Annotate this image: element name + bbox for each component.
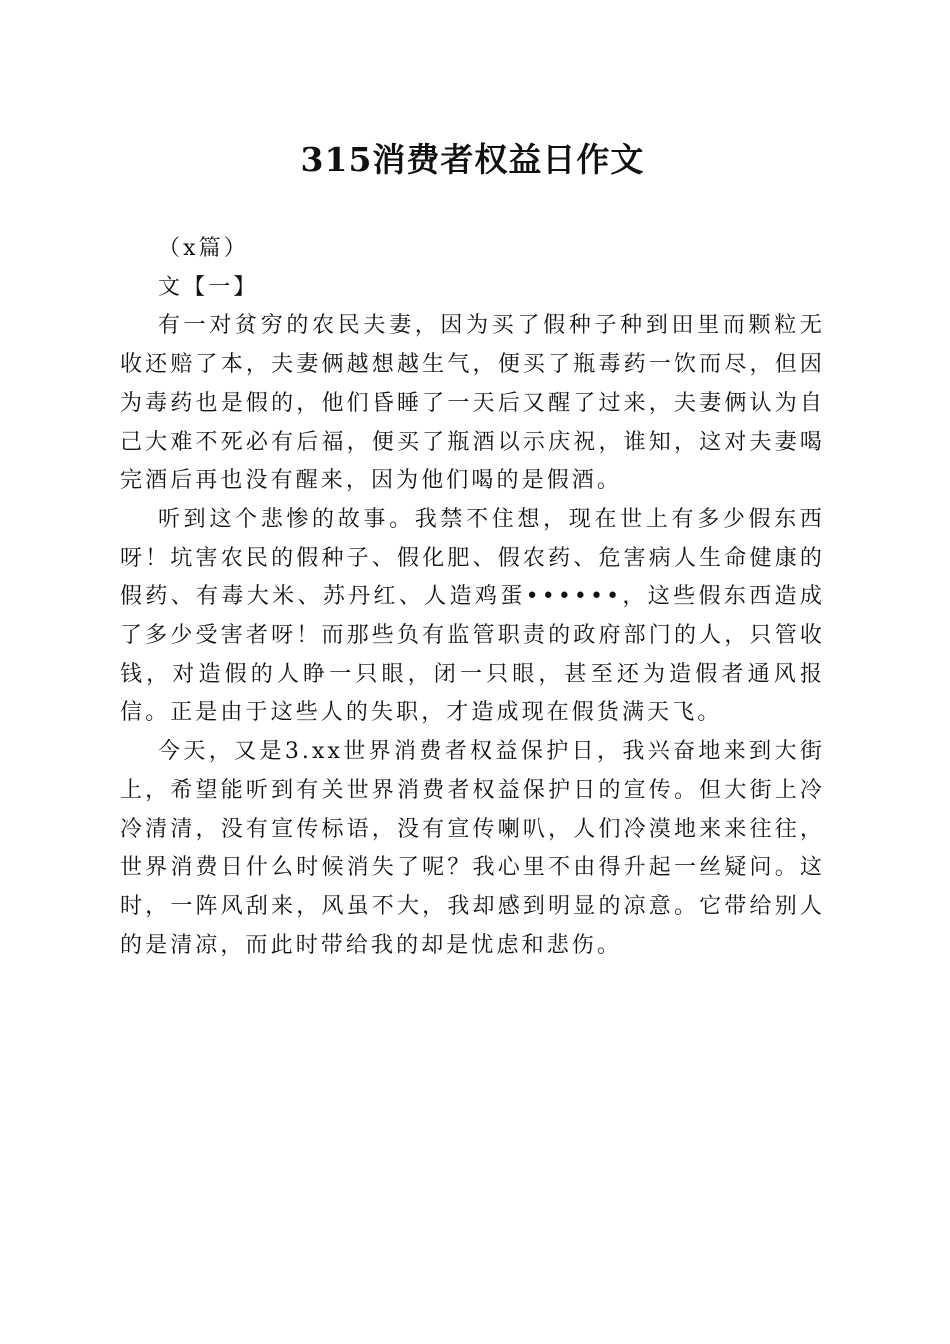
- paragraph-1: 有一对贫穷的农民夫妻，因为买了假种子种到田里而颗粒无收还赔了本，夫妻俩越想越生气，便买了瓶毒药一饮而尽，但因为毒药也是假的，他们昏睡了一天后又醒了过来，夫妻俩认为自己大难不死必有后福，便买了瓶酒以示庆祝，谁知，这对夫妻喝完酒后再也没有醒来，因为他们喝的是假酒。: [120, 313, 825, 494]
- paragraph-3: 今天，又是3.xx世界消费者权益保护日，我兴奋地来到大街上，希望能听到有关世界消费者权益保护日的宣传。但大街上冷冷清清，没有宣传标语，没有宣传喇叭，人们冷漠地来来往往，世界消费日什么时候消失了呢？我心里不由得升起一丝疑问。这时，一阵风刮来，风虽不大，我却感到明显的凉意。它带给别人的是清凉，而此时带给我的却是忧虑和悲伤。: [120, 739, 825, 958]
- document-subtitle: （x篇）: [158, 236, 249, 261]
- section-heading: 文【一】: [158, 274, 259, 300]
- paragraph-2: 听到这个悲惨的故事。我禁不住想，现在世上有多少假东西呀！坑害农民的假种子、假化肥、假农药、危害病人生命健康的假药、有毒大米、苏丹红、人造鸡蛋••••••，这些假东西造成了多少受害者呀！而那些负有监管职责的政府部门的人，只管收钱，对造假的人睁一只眼，闭一只眼，甚至还为造假者通风报信。正是由于这些人的失职，才造成现在假货满天飞。: [120, 506, 825, 726]
- document-title: 315消费者权益日作文: [300, 140, 645, 179]
- document-page: [120, 0, 825, 1344]
- document-body: [120, 230, 825, 965]
